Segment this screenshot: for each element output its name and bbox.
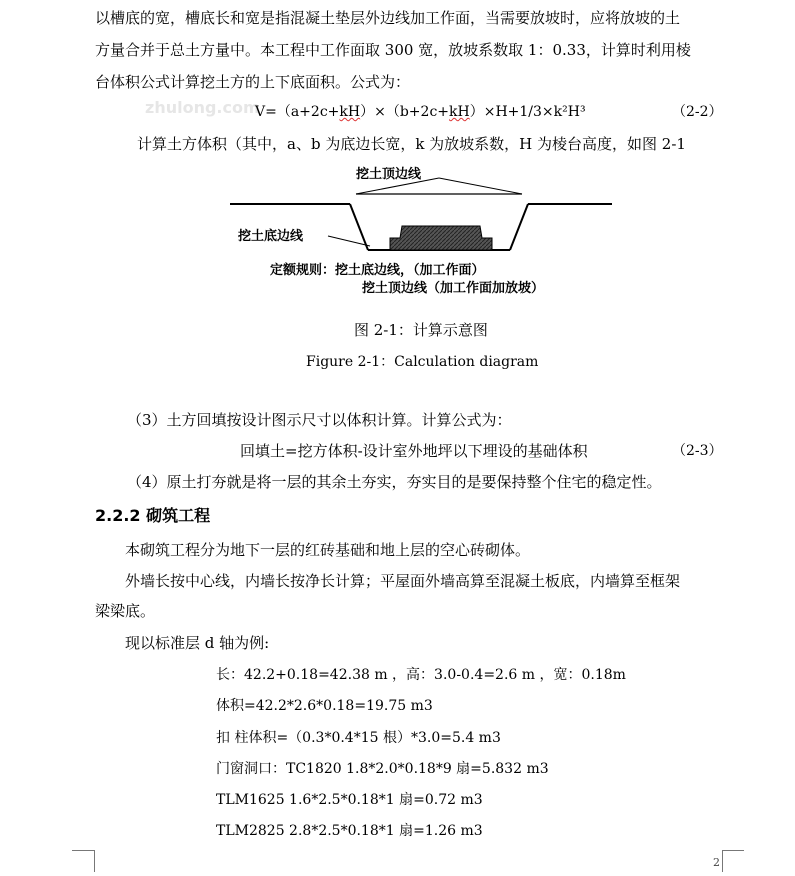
paragraph-line: 方量合并于总土方量中。本工程中工作面取 300 宽，放坡系数取 1：0.33，计算时利用棱 [95,41,691,59]
paragraph-line: 现以标准层 d 轴为例: [125,634,270,652]
formula-part: V=（a+2c+ [255,104,340,120]
watermark: zhulong.com [145,98,260,117]
calculation-line: 长：42.2+0.18=42.38 m ，高：3.0-0.4=2.6 m ，宽：0.18m [216,667,626,683]
equation-number: （2-2） [672,104,723,120]
paragraph-line: 本砌筑工程分为地下一层的红砖基础和地上层的空心砖砌体。 [125,541,531,559]
margin-corner-mark [722,850,745,872]
list-item-4: （4）原土打夯就是将一层的其余土夯实，夯实目的是要保持整个住宅的稳定性。 [127,473,662,491]
figure-caption-cn: 图 2-1：计算示意图 [354,321,488,339]
calculation-line: 扣 柱体积=（0.3*0.4*15 根）*3.0=5.4 m3 [216,730,501,746]
paragraph-line: 计算土方体积（其中，a、b 为底边长宽，k 为放坡系数，H 为棱台高度，如图 2-1 [137,135,686,153]
page-number: 2 [713,856,720,869]
paragraph-line: 梁梁底。 [95,602,156,620]
margin-corner-mark [72,850,95,872]
paragraph-line: 以槽底的宽，槽底长和宽是指混凝土垫层外边线加工作面，当需要放坡时，应将放坡的土 [95,9,681,27]
formula-part: kH [339,104,361,120]
margin-corner-mark [72,850,94,851]
rule-text-line-2: 挖土顶边线（加工作面加放坡） [362,281,545,296]
rule-text-line-1: 定额规则：挖土底边线，（加工作面） [270,263,485,278]
calculation-line: TLM1625 1.6*2.5*0.18*1 扇=0.72 m3 [216,792,483,808]
formula-part: kH [449,104,470,120]
excavation-diagram [230,158,630,298]
formula-part: ）×H+1/3×k²H³ [469,104,586,120]
top-edge-label: 挖土顶边线 [356,167,422,182]
calculation-line: 体积=42.2*2.6*0.18=19.75 m3 [216,698,433,714]
section-heading: 2.2.2 砌筑工程 [95,506,211,525]
foundation-block [390,226,492,250]
pit-wall-right [510,204,528,250]
formula-2-2 [255,102,586,122]
paragraph-line: 台体积公式计算挖土方的上下底面积。公式为： [95,73,411,91]
bottom-edge-label: 挖土底边线 [238,229,304,244]
figure-caption-en: Figure 2-1：Calculation diagram [306,354,539,370]
paragraph-line: 外墙长按中心线，内墙长按净长计算；平屋面外墙高算至混凝土板底，内墙算至框架 [125,572,681,590]
formula-2-3: 回填土=挖方体积-设计室外地坪以下埋设的基础体积 [240,442,588,460]
equation-number: （2-3） [672,443,723,459]
formula-part: ）×（b+2c+ [360,104,450,120]
calculation-line: TLM2825 2.8*2.5*0.18*1 扇=1.26 m3 [216,823,483,839]
calculation-line: 门窗洞口：TC1820 1.8*2.0*0.18*9 扇=5.832 m3 [216,761,549,777]
top-label-leader-right [439,178,522,194]
margin-corner-mark [722,850,744,851]
list-item-3: （3）土方回填按设计图示尺寸以体积计算。计算公式为： [127,411,512,429]
